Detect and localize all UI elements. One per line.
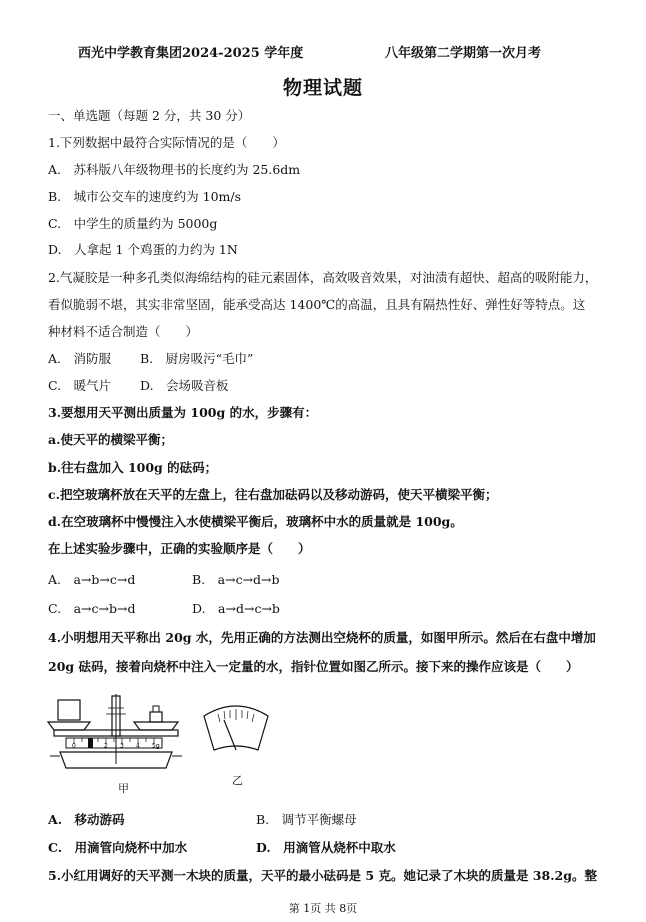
dial-ticks <box>218 709 254 722</box>
q2-option-a: A. 消防服 <box>48 351 112 366</box>
balance-diagram <box>46 690 286 800</box>
q1-option-c: C. 中学生的质量约为 5000g <box>48 216 218 231</box>
q2-option-d: D. 会场吸音板 <box>140 378 229 393</box>
ruler-ticks <box>74 738 154 744</box>
beaker-shape <box>58 700 80 720</box>
q3-step-c: c.把空玻璃杯放在天平的左盘上，往右盘加砝码以及移动游码，使天平横梁平衡； <box>48 487 498 502</box>
q4-option-b: B. 调节平衡螺母 <box>256 812 357 827</box>
q3-option-d: D. a→d→c→b <box>192 601 280 616</box>
ruler-number: 2 <box>104 742 108 750</box>
q1-option-d: D. 人拿起 1 个鸡蛋的力约为 1N <box>48 242 238 257</box>
q1-option-a: A. 苏科版八年级物理书的长度约为 25.6dm <box>48 162 301 177</box>
school-header: 西光中学教育集团2024-2025 学年度 <box>78 46 304 61</box>
dial-pointer-shape <box>224 720 236 750</box>
q2-line-3: 种材料不适合制造（ ） <box>48 324 199 339</box>
q3-step-b: b.往右盘加入 100g 的砝码； <box>48 460 218 475</box>
ruler-number: 0 <box>72 742 76 750</box>
section-heading: 一、单选题（每题 2 分，共 30 分） <box>48 108 251 123</box>
balance-figure <box>46 690 286 800</box>
page-footer: 第 1页 共 8页 <box>288 902 358 915</box>
figure-label-jia: 甲 <box>118 782 129 795</box>
q3-option-a: A. a→b→c→d <box>48 572 136 587</box>
q3-ask: 在上述实验步骤中，正确的实验顺序是（ ） <box>48 541 311 556</box>
q1-stem: 1.下列数据中最符合实际情况的是（ ） <box>48 135 285 150</box>
q3-step-d: d.在空玻璃杯中慢慢注入水使横梁平衡后，玻璃杯中水的质量就是 100g。 <box>48 514 463 529</box>
q3-step-a: a.使天平的横梁平衡； <box>48 432 173 447</box>
ruler-number: 3 <box>120 742 124 750</box>
figure-label-yi: 乙 <box>232 774 243 787</box>
q3-stem: 3.要想用天平测出质量为 100g 的水，步骤有： <box>48 405 318 420</box>
q3-option-c: C. a→c→b→d <box>48 601 136 616</box>
weight-knob-shape <box>153 706 159 712</box>
exam-header: 八年级第二学期第一次月考 <box>385 46 542 61</box>
ruler-number: 5g <box>152 742 160 750</box>
q2-line-1: 2.气凝胶是一种多孔类似海绵结构的硅元素固体，高效吸音效果，对油渍有超快、超高的吸附能力， <box>48 270 598 285</box>
q4-option-a: A. 移动游码 <box>48 812 125 827</box>
weight-shape <box>150 712 162 722</box>
left-pan-shape <box>48 722 90 730</box>
q4-line-2: 20g 砝码，接着向烧杯中注入一定量的水，指针位置如图乙所示。接下来的操作应该是（ ） <box>48 659 579 674</box>
q3-option-b: B. a→c→d→b <box>192 572 280 587</box>
ruler-number: 4 <box>136 742 140 750</box>
q4-option-c: C. 用滴管向烧杯中加水 <box>48 840 188 855</box>
q1-option-b: B. 城市公交车的速度约为 10m/s <box>48 189 242 204</box>
right-pan-shape <box>134 722 178 730</box>
q2-option-b: B. 厨房吸污“毛巾” <box>140 351 254 366</box>
q4-line-1: 4.小明想用天平称出 20g 水，先用正确的方法测出空烧杯的质量，如图甲所示。然后在右盘中增加 <box>48 630 596 645</box>
q2-option-c: C. 暖气片 <box>48 378 112 393</box>
page-title: 物理试题 <box>282 77 363 99</box>
q5-line-1: 5.小红用调好的天平测一木块的质量，天平的最小砝码是 5 克。她记录了木块的质量是 38.2g。整 <box>48 868 597 883</box>
q2-line-2: 看似脆弱不堪，其实非常坚固，能承受高达 1400℃的高温，且具有隔热性好、弹性好等特点。这 <box>48 297 586 312</box>
q4-option-d: D. 用滴管从烧杯中取水 <box>256 840 396 855</box>
ruler-number: 1 <box>88 742 92 750</box>
